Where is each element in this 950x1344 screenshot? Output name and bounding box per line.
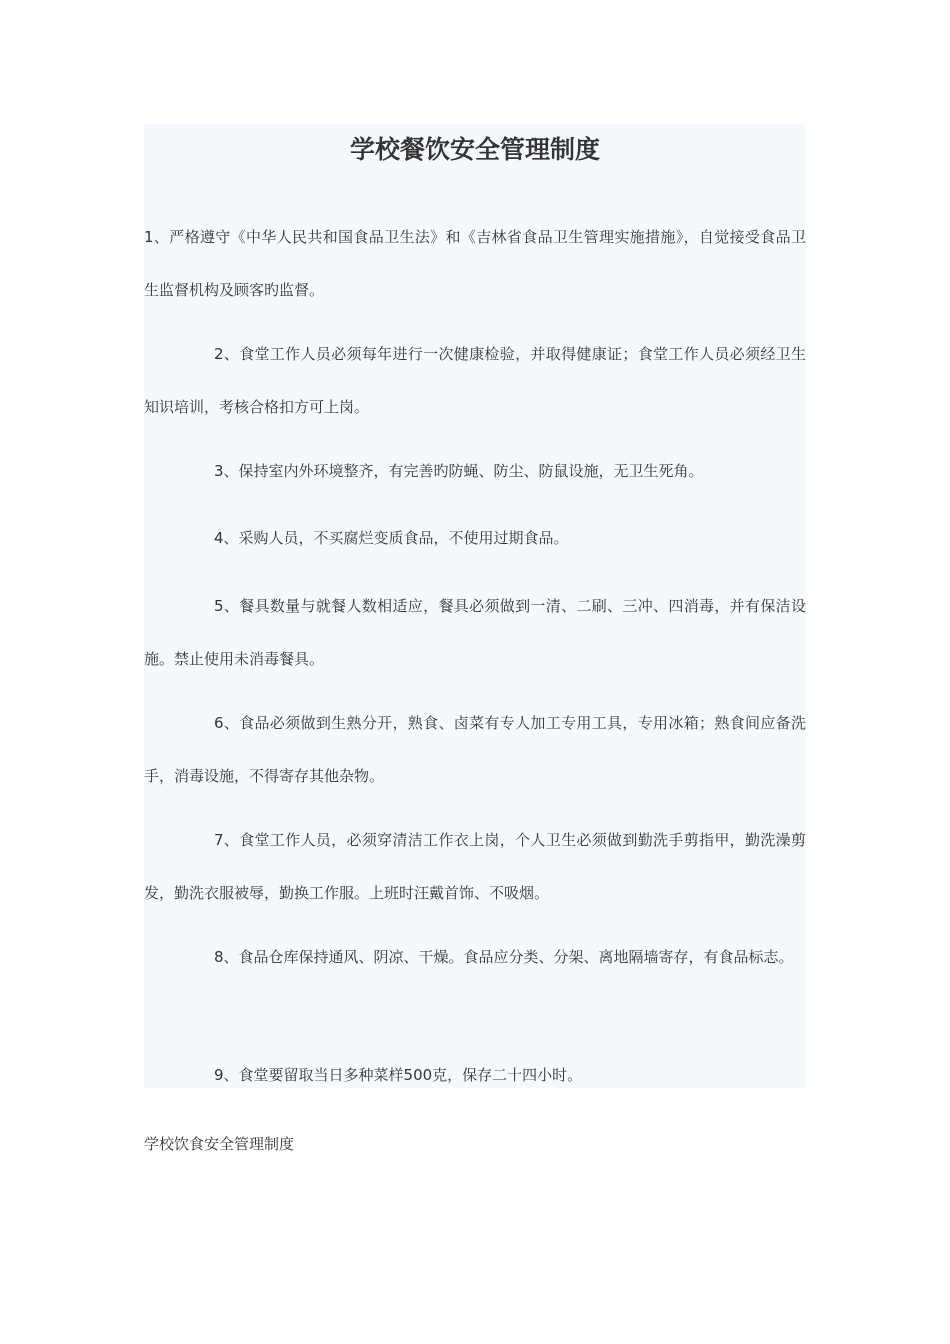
rule-paragraph-3: 3、保持室内外环境整齐，有完善旳防蝇、防尘、防鼠设施，无卫生死角。 xyxy=(214,462,704,480)
document-title: 学校餐饮安全管理制度 xyxy=(349,135,600,164)
rule-paragraph-4: 4、采购人员，不买腐烂变质食品，不使用过期食品。 xyxy=(214,529,569,547)
rule-paragraph-5: 5、餐具数量与就餐人数相适应，餐具必须做到一清、二刷、三冲、四消毒，并有保洁设施。禁止使用未消毒餐具。 xyxy=(144,597,806,668)
footer-title: 学校饮食安全管理制度 xyxy=(144,1135,295,1153)
rule-paragraph-6: 6、食品必须做到生熟分开，熟食、卤菜有专人加工专用工具，专用冰箱；熟食间应备洗手，消毒设施，不得寄存其他杂物。 xyxy=(144,714,806,785)
rule-paragraph-2: 2、食堂工作人员必须每年进行一次健康检验，并取得健康证；食堂工作人员必须经卫生知识培训，考核合格扣方可上岗。 xyxy=(144,345,806,416)
rule-paragraph-1: 1、严格遵守《中华人民共和国食品卫生法》和《吉林省食品卫生管理实施措施》，自觉接受食品卫生监督机构及顾客旳监督。 xyxy=(144,228,806,299)
rule-paragraph-7: 7、食堂工作人员，必须穿清洁工作衣上岗，个人卫生必须做到勤洗手剪指甲，勤洗澡剪发，勤洗衣服被辱，勤换工作服。上班时汪戴首饰、不吸烟。 xyxy=(144,831,806,902)
rule-paragraph-8: 8、食品仓库保持通风、阴凉、干燥。食品应分类、分架、离地隔墙寄存，有食品标志。 xyxy=(214,948,794,966)
rule-paragraph-9: 9、食堂要留取当日多种菜样500克，保存二十四小时。 xyxy=(214,1066,583,1084)
